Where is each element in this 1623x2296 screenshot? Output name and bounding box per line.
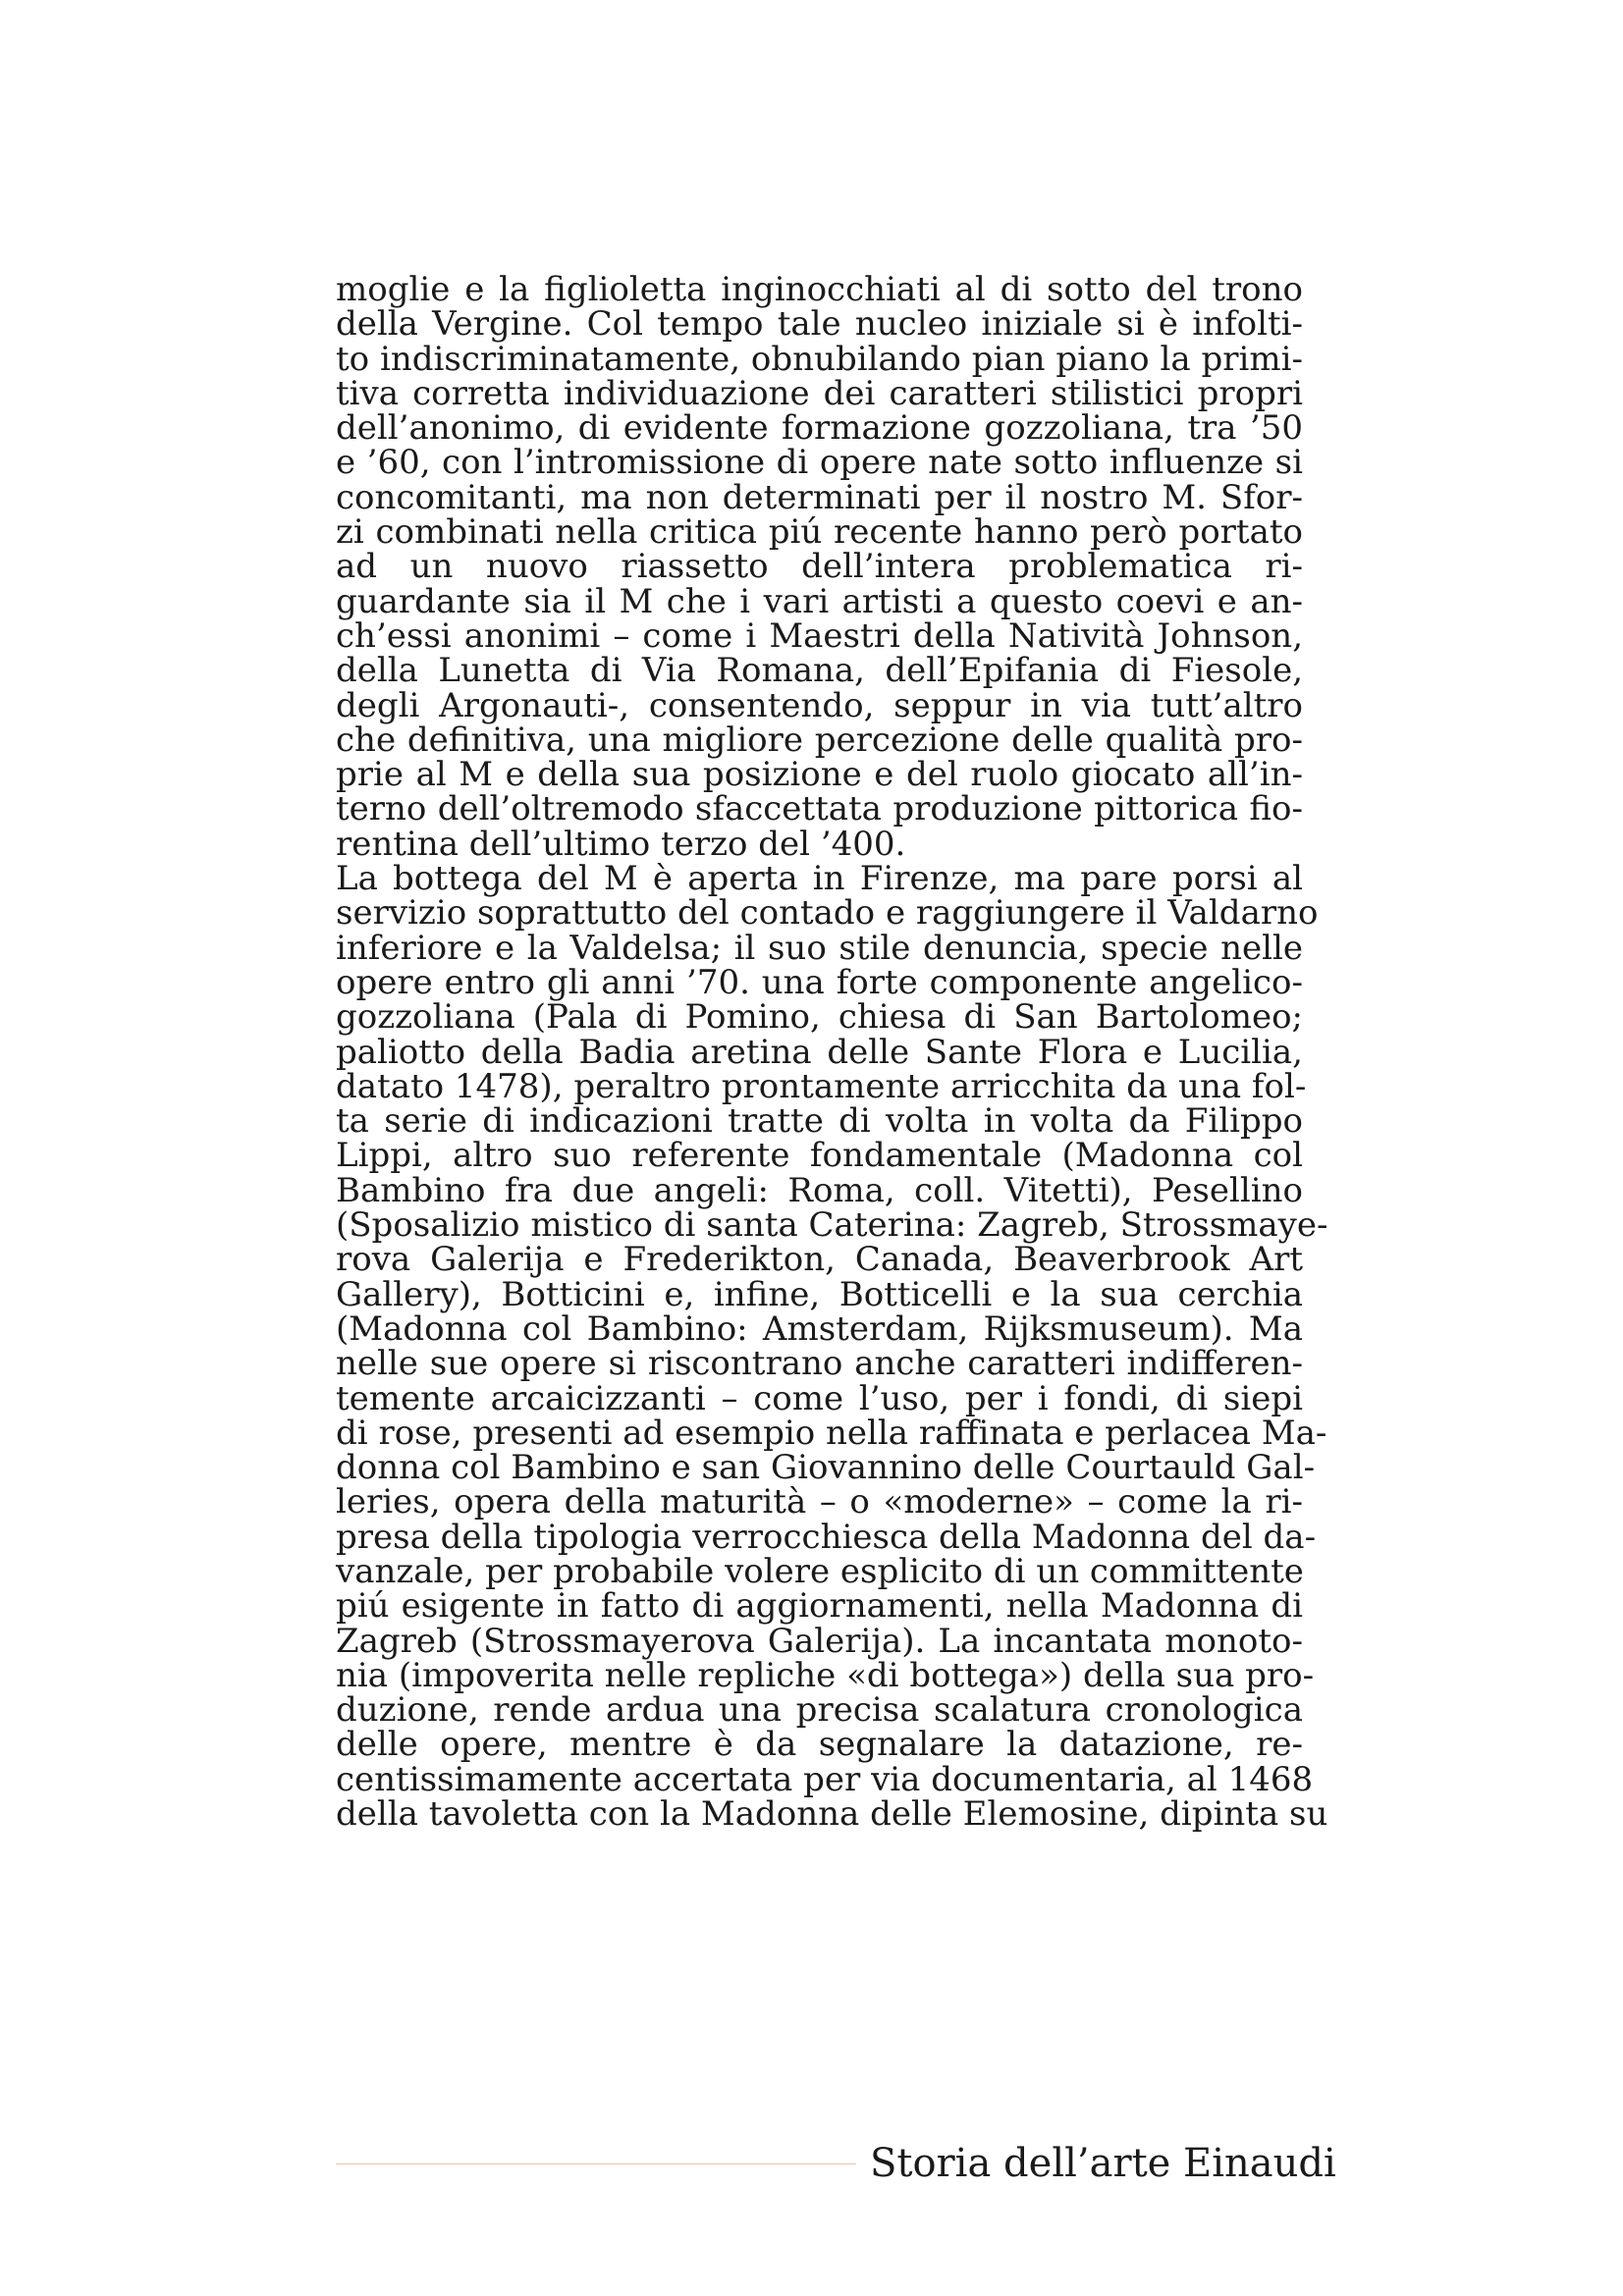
text-line: Gallery), Botticini e, infine, Botticelli e la sua cerchia [336, 1274, 1303, 1314]
text-line: to indiscriminatamente, obnubilando pian piano la primi- [336, 339, 1303, 379]
text-line: servizio soprattutto del contado e raggiungere il Valdarno [336, 893, 1319, 934]
text-line: delle opere, mentre è da segnalare la datazione, re- [336, 1725, 1303, 1765]
text-line: rova Galerija e Frederikton, Canada, Beaverbrook Art [336, 1240, 1303, 1280]
text-line: leries, opera della maturità – o «moderne» – come la ri- [336, 1482, 1303, 1522]
footer-divider [336, 2163, 856, 2164]
text-line: guardante sia il M che i vari artisti a questo coevi e an- [336, 581, 1303, 621]
text-line: presa della tipologia verrocchiesca della Madonna del da- [336, 1517, 1317, 1557]
text-line: centissimamente accertata per via documentaria, al 1468 [336, 1759, 1314, 1799]
text-line: paliotto della Badia aretina delle Sante Flora e Lucilia, [336, 1032, 1303, 1072]
body-text [336, 270, 1328, 1835]
text-line: nia (impoverita nelle repliche «di bottega») della sua pro- [336, 1655, 1315, 1695]
text-line: terno dell’oltremodo sfaccettata produzione pittorica fio- [336, 789, 1303, 829]
text-line: inferiore e la Valdelsa; il suo stile denuncia, specie nelle [336, 928, 1303, 968]
text-line: La bottega del M è aperta in Firenze, ma pare porsi al [336, 859, 1303, 899]
text-line: datato 1478), peraltro prontamente arricchita da una fol- [336, 1066, 1307, 1106]
text-line: Bambino fra due angeli: Roma, coll. Vitetti), Pesellino [336, 1170, 1303, 1210]
text-line: temente arcaicizzanti – come l’uso, per i fondi, di siepi [336, 1378, 1303, 1418]
text-line: donna col Bambino e san Giovannino delle Courtauld Gal- [336, 1448, 1316, 1488]
text-line: (Madonna col Bambino: Amsterdam, Rijksmuseum). Ma [336, 1308, 1303, 1349]
text-line: che definitiva, una migliore percezione delle qualità pro- [336, 720, 1303, 760]
text-line: tiva corretta individuazione dei caratteri stilistici propri [336, 373, 1303, 413]
text-line: ta serie di indicazioni tratte di volta in volta da Filippo [336, 1101, 1303, 1142]
text-line: (Sposalizio mistico di santa Caterina: Zagreb, Strossmaye- [336, 1205, 1328, 1246]
text-line: ad un nuovo riassetto dell’intera problematica ri- [336, 547, 1303, 587]
text-line: concomitanti, ma non determinati per il nostro M. Sfor- [336, 477, 1303, 517]
text-line: vanzale, per probabile volere esplicito di un committente [336, 1551, 1304, 1591]
text-line: opere entro gli anni ’70. una forte componente angelico- [336, 962, 1303, 1002]
text-line: duzione, rende ardua una precisa scalatura cronologica [336, 1690, 1303, 1731]
text-line: moglie e la figlioletta inginocchiati al di sotto del trono [336, 270, 1303, 309]
text-line: dell’anonimo, di evidente formazione gozzoliana, tra ’50 [336, 408, 1303, 449]
text-line: ch’essi anonimi – come i Maestri della Natività Johnson, [336, 615, 1303, 656]
text-line: nelle sue opere si riscontrano anche caratteri indifferen- [336, 1344, 1303, 1384]
text-line: degli Argonauti-, consentendo, seppur in via tutt’altro [336, 685, 1303, 725]
text-line: piú esigente in fatto di aggiornamenti, nella Madonna di [336, 1586, 1303, 1627]
footer-title: Storia dell’arte Einaudi [870, 2141, 1336, 2186]
text-line: Zagreb (Strossmayerova Galerija). La incantata monoto- [336, 1621, 1303, 1661]
text-line: della tavoletta con la Madonna delle Elemosine, dipinta su [336, 1794, 1328, 1835]
text-line: Lippi, altro suo referente fondamentale (Madonna col [336, 1136, 1303, 1176]
text-line: di rose, presenti ad esempio nella raffinata e perlacea Ma- [336, 1413, 1327, 1453]
text-line: della Vergine. Col tempo tale nucleo iniziale si è infolti- [336, 304, 1303, 345]
text-line: prie al M e della sua posizione e del ruolo giocato all’in- [336, 755, 1303, 795]
text-line: e ’60, con l’intromissione di opere nate sotto influenze si [336, 443, 1303, 483]
text-line: gozzoliana (Pala di Pomino, chiesa di San Bartolomeo; [336, 997, 1303, 1038]
text-line: rentina dell’ultimo terzo del ’400. [336, 824, 906, 864]
text-line: della Lunetta di Via Romana, dell’Epifania di Fiesole, [336, 651, 1303, 691]
text-line: zi combinati nella critica piú recente hanno però portato [336, 512, 1303, 553]
